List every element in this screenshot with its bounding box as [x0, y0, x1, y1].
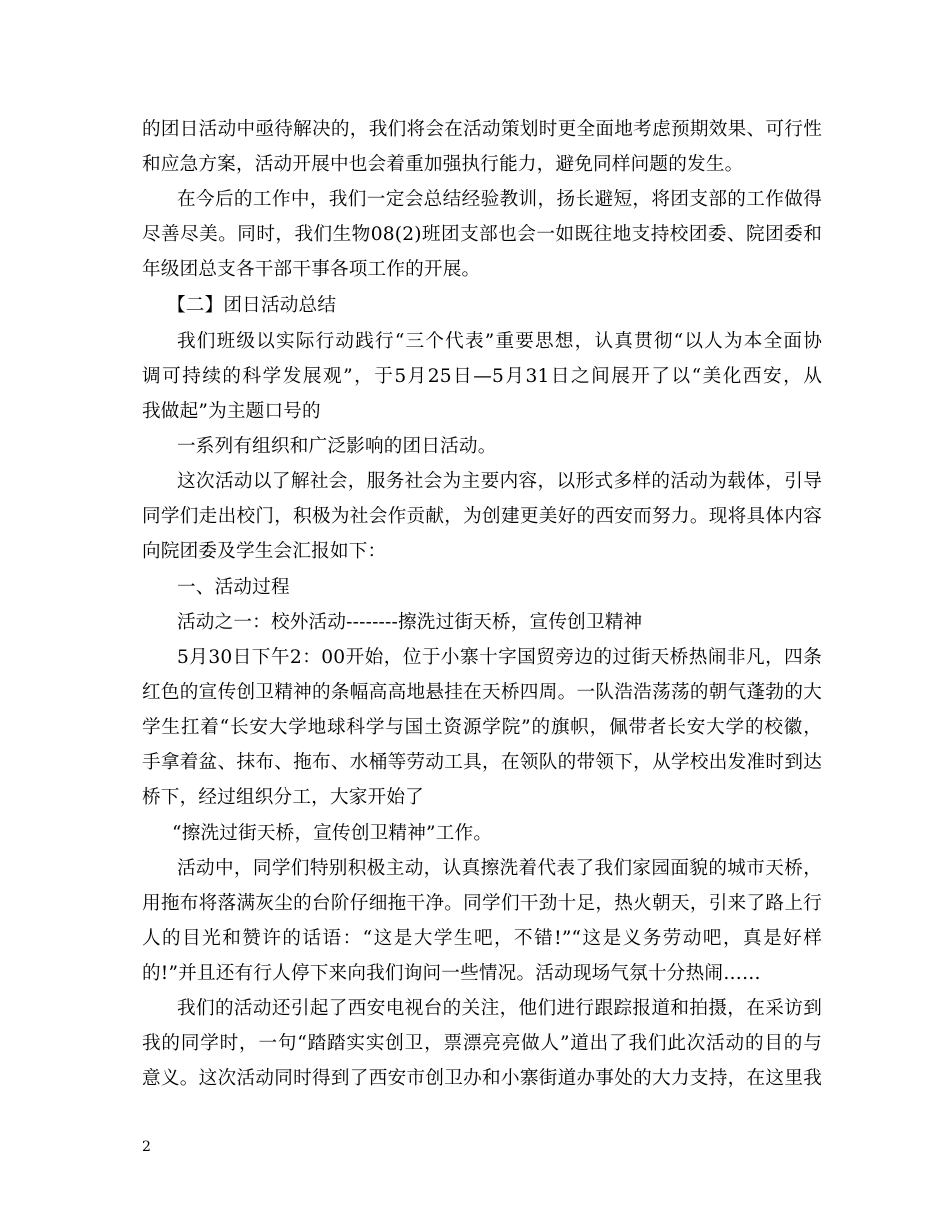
- subheading: 一、活动过程: [177, 577, 290, 598]
- text-line: 调可持续的科学发展观”，于5月25日—5月31日之间展开了以“美化西安，从: [142, 366, 822, 387]
- text-line: 我们班级以实际行动践行“三个代表”重要思想，认真贯彻“以人为本全面协: [177, 331, 822, 352]
- text-line: 学生扛着“长安大学地球科学与国土资源学院”的旗帜，佩带者长安大学的校徽，: [142, 717, 822, 738]
- text-line: 在今后的工作中，我们一定会总结经验教训，扬长避短，将团支部的工作做得: [177, 189, 822, 210]
- text-line: 活动中，同学们特别积极主动，认真擦洗着代表了我们家园面貌的城市天桥，: [177, 858, 822, 879]
- text-line: 的团日活动中亟待解决的，我们将会在活动策划时更全面地考虑预期效果、可行性: [142, 119, 822, 140]
- text-line: 我的同学时，一句“踏踏实实创卫，票漂亮亮做人”道出了我们此次活动的目的与: [142, 1033, 822, 1054]
- text-line: 这次活动以了解社会，服务社会为主要内容，以形式多样的活动为载体，引导: [177, 471, 822, 492]
- text-line: 向院团委及学生会汇报如下：: [142, 541, 387, 562]
- text-line: 红色的宣传创卫精神的条幅高高地悬挂在天桥四周。一队浩浩荡荡的朝气蓬勃的大: [142, 682, 822, 703]
- text-line: 手拿着盆、抹布、拖布、水桶等劳动工具，在领队的带领下，从学校出发准时到达: [142, 752, 822, 773]
- text-line: 的!”并且还有行人停下来向我们询问一些情况。活动现场气氛十分热闹……: [142, 963, 761, 984]
- text-line: 一系列有组织和广泛影响的团日活动。: [177, 436, 497, 457]
- text-line: 尽善尽美。同时，我们生物08(2)班团支部也会一如既往地支持校团委、院团委和: [142, 224, 822, 245]
- text-line: 我们的活动还引起了西安电视台的关注，他们进行跟踪报道和拍摄，在采访到: [177, 998, 822, 1019]
- text-line: 我做起”为主题口号的: [142, 401, 321, 422]
- section-heading: 【二】团日活动总结: [167, 295, 337, 316]
- text-line: 年级团总支各干部干事各项工作的开展。: [142, 259, 481, 280]
- text-line: “擦洗过街天桥，宣传创卫精神”工作。: [172, 823, 493, 844]
- text-line: 同学们走出校门，积极为社会作贡献，为创建更美好的西安而努力。现将具体内容: [142, 506, 822, 527]
- subheading: 活动之一：校外活动--------擦洗过街天桥，宣传创卫精神: [177, 612, 643, 633]
- text-line: 和应急方案，活动开展中也会着重加强执行能力，避免同样问题的发生。: [142, 154, 744, 175]
- text-line: 桥下，经过组织分工，大家开始了: [142, 787, 424, 808]
- page-number: 2: [142, 1139, 151, 1155]
- text-line: 5月30日下午2：00开始，位于小寨十字国贸旁边的过街天桥热闹非凡，四条: [177, 647, 822, 668]
- text-line: 人的目光和赞许的话语：“这是大学生吧，不错!”“这是义务劳动吧，真是好样: [142, 928, 822, 949]
- text-line: 意义。这次活动同时得到了西安市创卫办和小寨街道办事处的大力支持，在这里我: [142, 1068, 822, 1089]
- text-line: 用拖布将落满灰尘的台阶仔细拖干净。同学们干劲十足，热火朝天，引来了路上行: [142, 893, 822, 914]
